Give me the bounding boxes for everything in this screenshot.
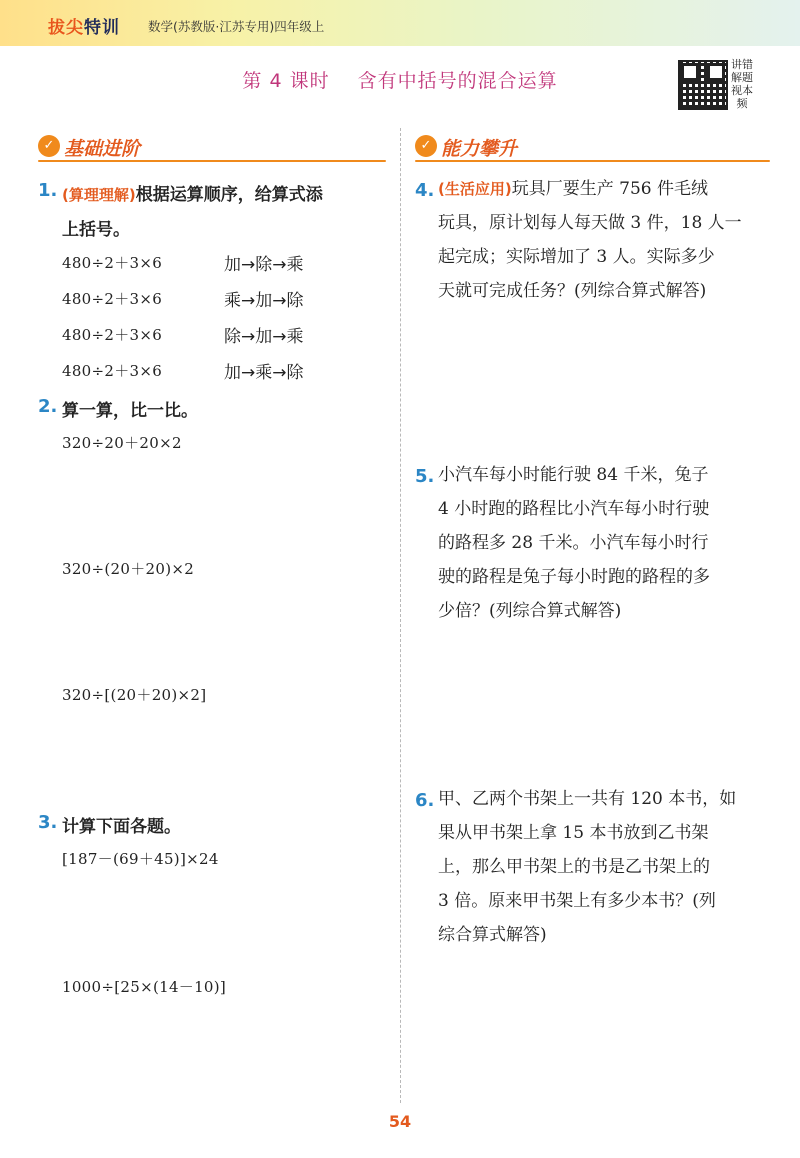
lesson-number: 第 4 课时 — [242, 70, 330, 92]
problem-1-expr-2[interactable]: 480÷2＋3×6 — [62, 290, 163, 308]
section-advanced-underline — [415, 160, 770, 162]
problem-1-expr-1[interactable]: 480÷2＋3×6 — [62, 254, 163, 272]
qr-code-icon[interactable] — [678, 60, 728, 110]
problem-4-line: 玩具，原计划每人每天做 3 件，18 人一 — [438, 213, 742, 233]
page-number: 54 — [388, 1112, 412, 1131]
problem-3-expr-1[interactable]: [187－(69＋45)]×24 — [62, 850, 219, 868]
problem-6-line: 3 倍。原来甲书架上有多少本书？(列 — [438, 891, 716, 911]
problem-4-line: 天就可完成任务？(列综合算式解答) — [438, 281, 707, 301]
problem-4-tag: (生活应用) — [438, 180, 512, 198]
section-advanced — [415, 132, 770, 162]
problem-6-number: 6. — [415, 790, 435, 811]
problem-5-number: 5. — [415, 466, 435, 487]
problem-1-tag: (算理理解) — [62, 186, 136, 204]
brand-part2: 特训 — [84, 18, 120, 38]
problem-6-line: 甲、乙两个书架上一共有 120 本书，如 — [438, 789, 737, 809]
problem-3-text: 计算下面各题。 — [62, 817, 181, 837]
problem-6-line: 上，那么甲书架上的书是乙书架上的 — [438, 857, 710, 877]
problem-5-line: 小汽车每小时能行驶 84 千米，兔子 — [438, 465, 709, 485]
problem-2-number: 2. — [38, 396, 58, 417]
problem-5-line: 4 小时跑的路程比小汽车每小时行驶 — [438, 499, 710, 519]
header-band — [0, 0, 800, 46]
qr-label-line: 讲错 — [731, 58, 753, 71]
problem-5-text — [438, 458, 710, 628]
problem-2-expr-2[interactable]: 320÷(20＋20)×2 — [62, 560, 195, 578]
problem-1-order-4: 加→乘→除 — [224, 363, 304, 383]
qr-label-line: 频 — [736, 97, 748, 110]
problem-1-order-2: 乘→加→除 — [224, 291, 304, 311]
problem-2-expr-1[interactable]: 320÷20＋20×2 — [62, 434, 182, 452]
problem-4-text — [438, 172, 742, 308]
section-advanced-icon: ✓ — [415, 135, 437, 157]
brand-part1: 拔尖 — [48, 18, 84, 38]
qr-label-line: 视本 — [731, 84, 753, 97]
section-advanced-label: 能力攀升 — [441, 138, 518, 160]
section-basic-icon: ✓ — [38, 135, 60, 157]
qr-label-line: 解题 — [731, 71, 753, 84]
problem-1-order-1: 加→除→乘 — [224, 255, 304, 275]
problem-1-number: 1. — [38, 180, 58, 201]
brand-logo — [48, 13, 120, 38]
problem-5-line: 驶的路程是兔子每小时跑的路程的多 — [438, 567, 710, 587]
problem-4-number: 4. — [415, 180, 435, 201]
section-basic — [38, 132, 386, 162]
problem-4-line: (生活应用)玩具厂要生产 756 件毛绒 — [438, 179, 708, 199]
book-info: 数学(苏教版·江苏专用)四年级上 — [148, 19, 325, 34]
problem-6-text — [438, 782, 736, 952]
problem-4-line: 起完成；实际增加了 3 人。实际多少 — [438, 247, 715, 267]
qr-label — [731, 58, 753, 110]
problem-5-line: 少倍？(列综合算式解答) — [438, 601, 622, 621]
problem-5-line: 的路程多 28 千米。小汽车每小时行 — [438, 533, 709, 553]
problem-1-expr-3[interactable]: 480÷2＋3×6 — [62, 326, 163, 344]
problem-1-line2: 上括号。 — [62, 220, 130, 240]
problem-1-text: 根据运算顺序，给算式添 — [135, 185, 323, 205]
problem-6-line: 综合算式解答) — [438, 925, 547, 945]
column-divider — [400, 128, 401, 1103]
problem-3-expr-2[interactable]: 1000÷[25×(14－10)] — [62, 978, 227, 996]
section-basic-underline — [38, 160, 386, 162]
problem-2-expr-3[interactable]: 320÷[(20＋20)×2] — [62, 686, 207, 704]
problem-1-line1 — [62, 180, 323, 205]
problem-1-expr-4[interactable]: 480÷2＋3×6 — [62, 362, 163, 380]
problem-1-order-3: 除→加→乘 — [224, 327, 304, 347]
problem-3-number: 3. — [38, 812, 58, 833]
section-basic-label: 基础进阶 — [64, 138, 141, 160]
lesson-name: 含有中括号的混合运算 — [357, 70, 558, 92]
problem-6-line: 果从甲书架上拿 15 本书放到乙书架 — [438, 823, 709, 843]
problem-2-text: 算一算，比一比。 — [62, 401, 198, 421]
